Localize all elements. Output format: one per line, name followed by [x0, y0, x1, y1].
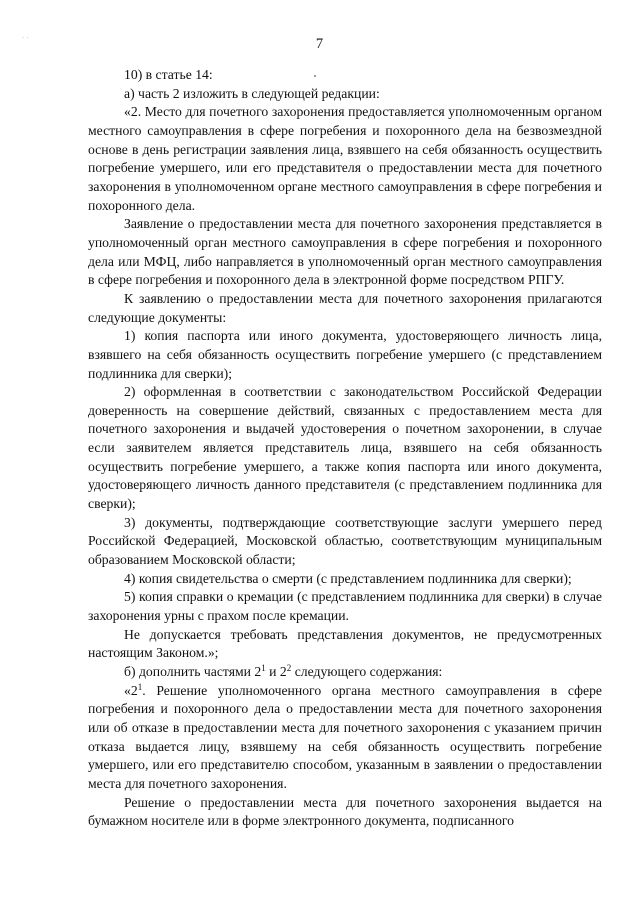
part-b-suffix: следующего содержания:	[291, 664, 443, 679]
paragraph: Решение о предоставлении места для почетного захоронения выдается на бумажном носителе или в форме электронного документа, подписанного	[88, 794, 602, 829]
paragraph: «2. Место для почетного захоронения предоставляется уполномоченным органом местного самоуправления в сфере погребения и похоронного дела на безвозмездной основе в день регистрации заявления лица, взявшего на себя обязанность осуществить погребение умершего, или его представителя о предоставлении места для почетного захоронения в уполномоченном органе местного самоуправления в сфере погребения и похоронного дела.	[88, 104, 602, 213]
page-number: 7	[315, 36, 324, 52]
paragraph: 10) в статье 14:	[124, 67, 213, 82]
stray-mark: · ·	[22, 34, 29, 42]
paragraph: 4) копия свидетельства о смерти (с представлением подлинника для сверки);	[124, 570, 572, 586]
paragraph-part-21	[88, 682, 602, 794]
part-b-prefix: б) дополнить частями 2	[124, 664, 262, 679]
part-21-sup: 1	[137, 681, 143, 692]
part-21-prefix: «2	[124, 682, 138, 698]
part-b-sup2: 2	[286, 663, 292, 673]
part-b-middle: и 2	[265, 664, 287, 679]
paragraph: 2) оформленная в соответствии с законодательством Российской Федерации доверенность на совершение действий, связанных с предоставлением места для почетного захоронения и выдачей удостоверения о почетном захоронении, в случае если заявителем является представитель лица, взявшего на себя обязанность осуществить погребение умершего, а также копия паспорта или иного документа, удостоверяющего личность данного представителя (с представлением подлинника для сверки);	[88, 384, 602, 512]
paragraph: К заявлению о предоставлении места для почетного захоронения прилагаются следующие документы:	[88, 290, 602, 325]
paragraph: 5) копия справки о кремации (с представлением подлинника для сверки) в случае захоронения урны с прахом после кремации.	[88, 589, 602, 624]
paragraph: а) часть 2 изложить в следующей редакции:	[124, 85, 380, 101]
paragraph: 1) копия паспорта или иного документа, удостоверяющего личность лица, взявшего на себя обязанность осуществить погребение умершего (с представлением подлинника для сверки);	[88, 328, 602, 381]
paragraph: Заявление о предоставлении места для почетного захоронения представляется в уполномоченный орган местного самоуправления в сфере погребения и похоронного дела или МФЦ, либо направляется в уполномоченный орган местного самоуправления в сфере погребения и похоронного дела в электронной форме посредством РПГУ.	[88, 216, 602, 288]
document-body	[88, 66, 602, 831]
paragraph: Не допускается требовать представления документов, не предусмотренных настоящим Законом.»;	[88, 626, 602, 661]
part-b-sup1: 1	[261, 663, 266, 673]
paragraph-part-b	[88, 663, 602, 682]
part-21-text: . Решение уполномоченного органа местного самоуправления в сфере погребения и похоронного дела о предоставлении места для почетного захоронения или об отказе в предоставлении места для почетного захоронения с указанием причин отказа выдается лицу, взявшему на себя обязанность осуществить погребение умершего, или его представителю способом, указанным в заявлении о предоставлении места для почетного захоронения.	[88, 682, 602, 791]
paragraph: 3) документы, подтверждающие соответствующие заслуги умершего перед Российской Федерацией, Московской областью, соответствующим муниципальным образованием Московской области;	[88, 514, 602, 568]
